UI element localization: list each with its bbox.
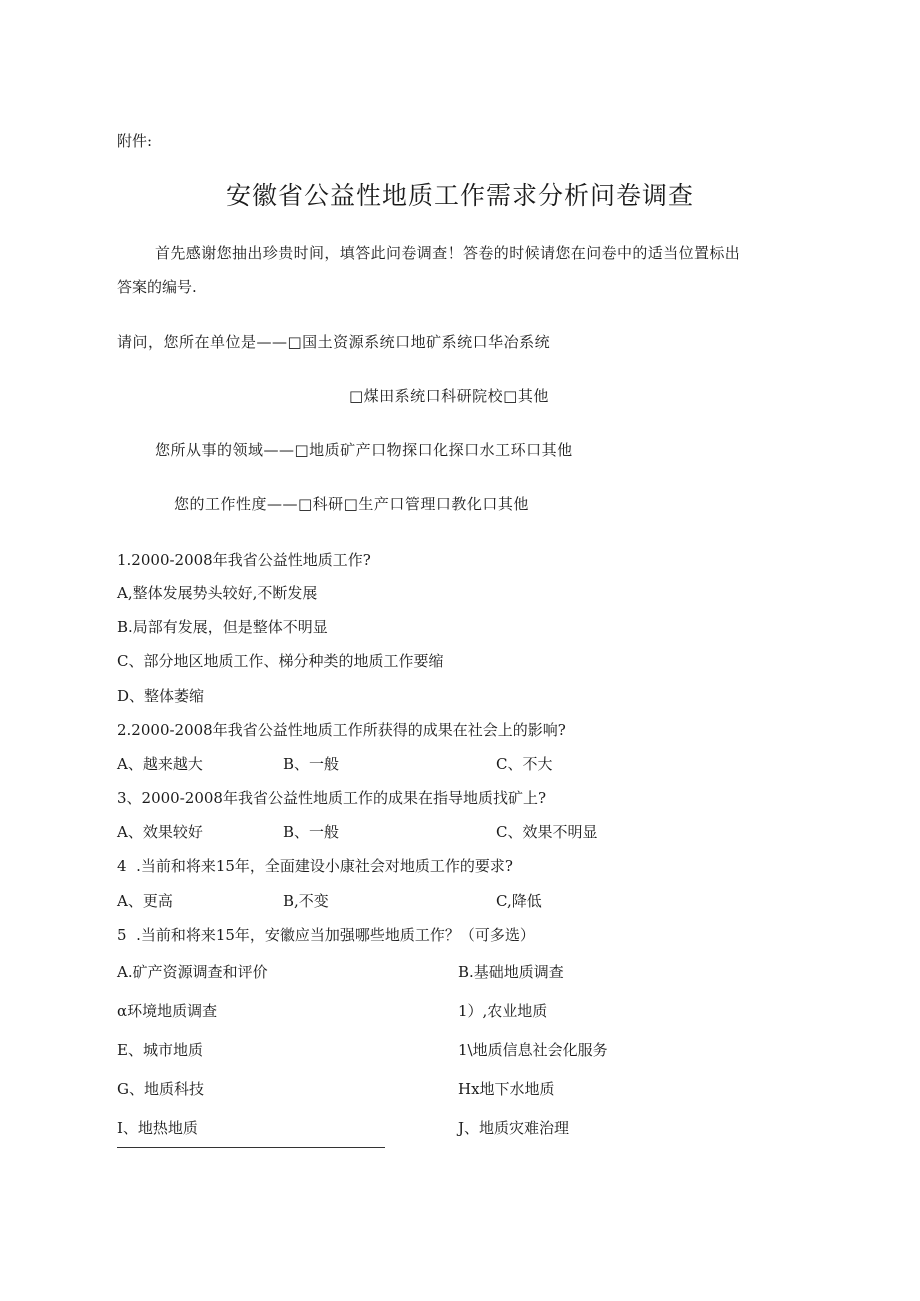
attachment-label: 附件:: [117, 132, 153, 150]
question-2-option-a: A、越来越大: [117, 755, 203, 773]
question-2-option-c: C、不大: [496, 755, 553, 773]
question-4: 4 .当前和将来15年，全面建设小康社会对地质工作的要求?: [117, 857, 513, 875]
intro-line-2: 答案的编号.: [117, 278, 197, 296]
question-3-option-b: B、一般: [283, 823, 340, 841]
question-4-option-c: C,降低: [496, 892, 542, 910]
unit-question-line-1: 请问，您所在单位是——□国土资源系统口地矿系统口华冶系统: [117, 333, 551, 351]
question-5-option: A.矿产资源调查和评价: [117, 963, 268, 981]
question-1-option-d: D、整体萎缩: [117, 687, 205, 705]
question-5-option: 1）,农业地质: [458, 1002, 548, 1020]
intro-line-1: 首先感谢您抽出珍贵时间，填答此问卷调查！答卷的时候请您在问卷中的适当位置标出: [155, 244, 741, 262]
question-1-option-a: A,整体发展势头较好,不断发展: [117, 584, 318, 602]
field-question: 您所从事的领域——□地质矿产口物探口化探口水工环口其他: [155, 441, 573, 459]
question-5-option: B.基础地质调查: [458, 963, 564, 981]
work-nature-question: 您的工作性度——□科研□生产口管理口教化口其他: [174, 495, 529, 513]
question-3-option-a: A、效果较好: [117, 823, 203, 841]
question-5-option: J、地质灾难治理: [458, 1119, 570, 1137]
question-4-option-b: B,不变: [283, 892, 329, 910]
question-1-option-b: B.局部有发展，但是整体不明显: [117, 618, 328, 636]
question-5-option: 1\地质信息社会化服务: [458, 1041, 608, 1059]
question-5-option: G、地质科技: [117, 1080, 204, 1098]
question-5-option: Hx地下水地质: [458, 1080, 555, 1098]
footnote-divider: [117, 1147, 385, 1148]
question-1: 1.2000-2008年我省公益性地质工作?: [117, 551, 371, 569]
question-2-option-b: B、一般: [283, 755, 340, 773]
question-2: 2.2000-2008年我省公益性地质工作所获得的成果在社会上的影响?: [117, 721, 566, 739]
question-3-option-c: C、效果不明显: [496, 823, 598, 841]
question-5-option: E、城市地质: [117, 1041, 203, 1059]
unit-question-line-2: □煤田系统口科研院校□其他: [349, 387, 549, 405]
page-title: 安徽省公益性地质工作需求分析问卷调查: [225, 181, 694, 210]
question-5: 5 .当前和将来15年，安徽应当加强哪些地质工作？（可多选）: [117, 926, 535, 944]
question-5-option: α环境地质调查: [117, 1002, 218, 1020]
question-4-option-a: A、更高: [117, 892, 173, 910]
question-5-option: I、地热地质: [117, 1119, 198, 1137]
question-3: 3、2000-2008年我省公益性地质工作的成果在指导地质找矿上?: [117, 789, 547, 807]
question-1-option-c: C、部分地区地质工作、梯分种类的地质工作要缩: [117, 652, 444, 670]
